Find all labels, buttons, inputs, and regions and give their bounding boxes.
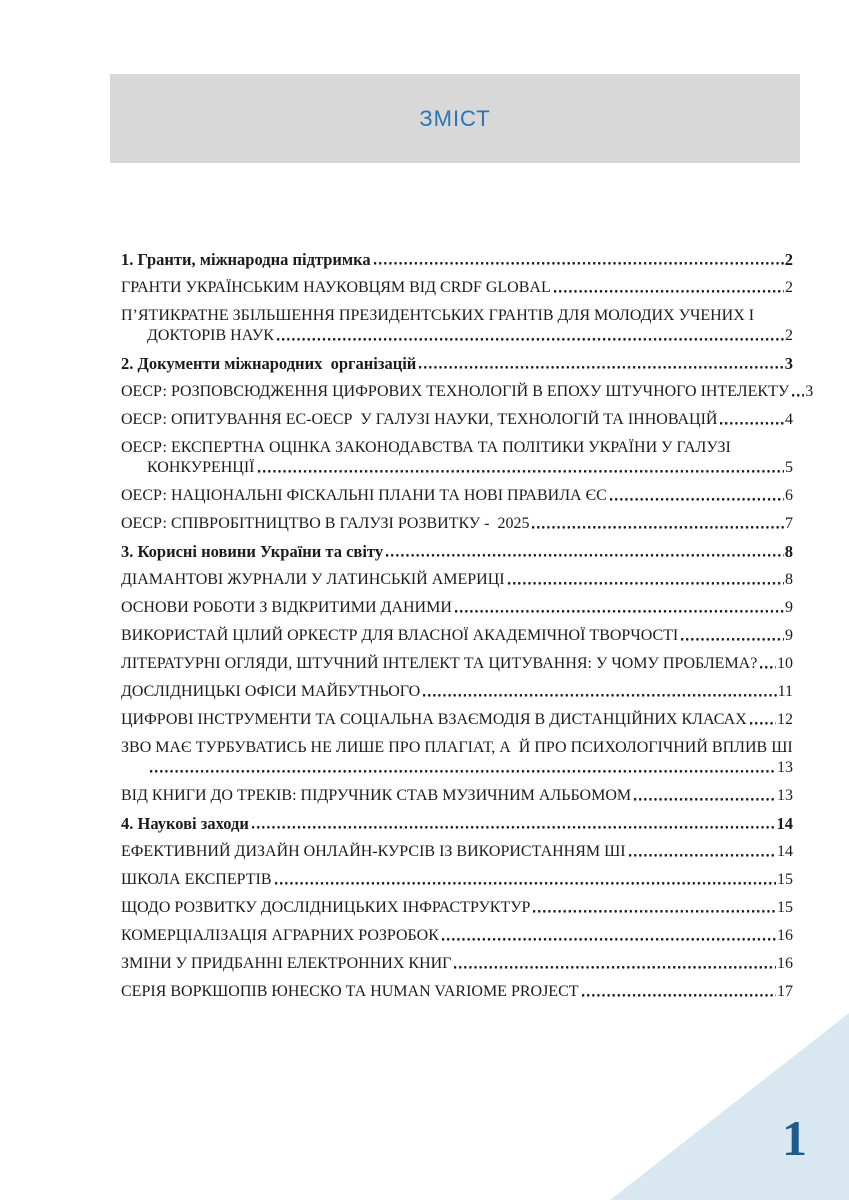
toc-entry-title: П’ЯТИКРАТНЕ ЗБІЛЬШЕННЯ ПРЕЗИДЕНТСЬКИХ ГРАНТІВ ДЛЯ МОЛОДИХ УЧЕНИХ І [121, 307, 755, 324]
toc-page-ref: 12 [777, 711, 793, 728]
contents-title: ЗМІСТ [419, 105, 491, 131]
toc-page-ref: 9 [785, 599, 793, 616]
toc-entry-title: 1. Гранти, міжнародна підтримка [121, 250, 371, 269]
toc-entry-title: ДОСЛІДНИЦЬКІ ОФІСИ МАЙБУТНЬОГО [121, 683, 421, 700]
dotted-leader [634, 786, 776, 806]
toc-page-ref: 3 [805, 383, 814, 400]
toc-entry-title: ОЕСР: РОЗПОВСЮДЖЕННЯ ЦИФРОВИХ ТЕХНОЛОГІЙ В ЕПОХУ ШТУЧНОГО ІНТЕЛЕКТУ [121, 383, 790, 400]
toc-entry-title: ГРАНТИ УКРАЇНСЬКИМ НАУКОВЦЯМ ВІД CRDF GLOBAL [121, 279, 551, 296]
toc-page-ref: 2 [784, 250, 793, 269]
dotted-leader [258, 458, 785, 478]
toc-entry[interactable] [121, 898, 793, 918]
dotted-leader [374, 250, 784, 270]
dotted-leader [150, 758, 776, 778]
toc-entry[interactable] [121, 786, 793, 806]
toc-entry[interactable] [121, 486, 793, 506]
dotted-leader [533, 898, 776, 918]
toc-entry[interactable] [121, 354, 793, 374]
toc-entry[interactable] [121, 738, 793, 778]
toc-entry-title: ЩОДО РОЗВИТКУ ДОСЛІДНИЦЬКИХ ІНФРАСТРУКТУР [121, 899, 531, 916]
dotted-leader [760, 654, 776, 674]
dotted-leader [610, 486, 784, 506]
toc-entry[interactable] [121, 438, 793, 478]
toc-entry-title: ОЕСР: НАЦІОНАЛЬНІ ФІСКАЛЬНІ ПЛАНИ ТА НОВІ ПРАВИЛА ЄС [121, 487, 607, 504]
toc-page-ref: 14 [777, 843, 793, 860]
toc-page-ref: 4 [785, 411, 793, 428]
toc-entry[interactable] [121, 926, 793, 946]
dotted-leader [532, 514, 784, 534]
toc-entry[interactable] [121, 570, 793, 590]
dotted-leader [508, 570, 784, 590]
table-of-contents [121, 250, 814, 1010]
toc-page-ref: 3 [784, 354, 793, 373]
toc-page-ref: 8 [784, 542, 793, 561]
toc-entry-title: ЛІТЕРАТУРНІ ОГЛЯДИ, ШТУЧНИЙ ІНТЕЛЕКТ ТА ЦИТУВАННЯ: У ЧОМУ ПРОБЛЕМА? [121, 655, 758, 672]
toc-entry[interactable] [121, 654, 793, 674]
contents-header [110, 74, 800, 163]
toc-page-ref: 2 [785, 279, 793, 296]
toc-entry-title: КОМЕРЦІАЛІЗАЦІЯ АГРАРНИХ РОЗРОБОК [121, 927, 439, 944]
dotted-leader [419, 354, 783, 374]
toc-page-ref: 15 [777, 899, 793, 916]
dotted-leader [720, 410, 784, 430]
dotted-leader [750, 710, 776, 730]
toc-page-ref: 2 [785, 327, 793, 344]
toc-entry-title: ЗМІНИ У ПРИДБАННІ ЕЛЕКТРОННИХ КНИГ [121, 955, 452, 972]
toc-entry[interactable] [121, 982, 793, 1002]
toc-entry[interactable] [121, 250, 793, 270]
toc-page-ref: 15 [777, 871, 793, 888]
toc-entry-title: ЗВО МАЄ ТУРБУВАТИСЬ НЕ ЛИШЕ ПРО ПЛАГІАТ, А Й ПРО ПСИХОЛОГІЧНИЙ ВПЛИВ ШІ [121, 739, 793, 756]
dotted-leader [681, 626, 784, 646]
toc-entry[interactable] [121, 954, 793, 974]
toc-entry-title: ОЕСР: ЕКСПЕРТНА ОЦІНКА ЗАКОНОДАВСТВА ТА ПОЛІТИКИ УКРАЇНИ У ГАЛУЗІ [121, 439, 731, 456]
toc-entry-title: 4. Наукові заходи [121, 814, 249, 833]
toc-entry[interactable] [121, 626, 793, 646]
dotted-leader [554, 278, 784, 298]
toc-entry-title: 2. Документи міжнародних організацій [121, 354, 417, 373]
dotted-leader [455, 598, 784, 618]
toc-entry-title: 3. Корисні новини України та світу [121, 542, 384, 561]
dotted-leader [423, 682, 776, 702]
toc-entry-title: ЕФЕКТИВНИЙ ДИЗАЙН ОНЛАЙН-КУРСІВ ІЗ ВИКОРИСТАННЯМ ШІ [121, 843, 626, 860]
toc-entry[interactable] [121, 814, 793, 834]
toc-entry[interactable] [121, 842, 793, 862]
toc-page-ref: 17 [777, 983, 793, 1000]
toc-entry[interactable] [121, 598, 793, 618]
toc-entry[interactable] [121, 542, 793, 562]
toc-entry[interactable] [121, 410, 793, 430]
toc-entry-title: ОЕСР: ОПИТУВАННЯ ЕС-ОЕСР У ГАЛУЗІ НАУКИ, ТЕХНОЛОГІЙ ТА ІННОВАЦІЙ [121, 411, 718, 428]
toc-entry-title: ВІД КНИГИ ДО ТРЕКІВ: ПІДРУЧНИК СТАВ МУЗИЧНИМ АЛЬБОМОМ [121, 787, 632, 804]
toc-entry-title-continued: ДОКТОРІВ НАУК [147, 327, 274, 344]
toc-page-ref: 9 [785, 627, 793, 644]
toc-entry[interactable] [121, 870, 793, 890]
toc-page-ref: 16 [777, 955, 793, 972]
toc-entry-title: ШКОЛА ЕКСПЕРТІВ [121, 871, 272, 888]
toc-page-ref: 11 [777, 683, 793, 700]
toc-entry[interactable] [121, 710, 793, 730]
toc-page-ref: 16 [777, 927, 793, 944]
toc-page-ref: 6 [785, 487, 793, 504]
toc-entry-title: ЦИФРОВІ ІНСТРУМЕНТИ ТА СОЦІАЛЬНА ВЗАЄМОДІЯ В ДИСТАНЦІЙНИХ КЛАСАХ [121, 711, 747, 728]
dotted-leader [442, 926, 776, 946]
dotted-leader [454, 954, 776, 974]
toc-page-ref: 7 [785, 515, 793, 532]
dotted-leader [252, 814, 776, 834]
toc-page-ref: 13 [777, 759, 793, 776]
dotted-leader [582, 982, 776, 1002]
dotted-leader [792, 382, 804, 402]
toc-page-ref: 5 [785, 459, 793, 476]
page-number: 1 [782, 1110, 807, 1166]
corner-triangle-decoration [610, 1013, 849, 1200]
toc-page-ref: 14 [776, 814, 793, 833]
dotted-leader [629, 842, 776, 862]
dotted-leader [277, 326, 784, 346]
toc-page-ref: 8 [785, 571, 793, 588]
dotted-leader [275, 870, 777, 890]
toc-entry-title: ОСНОВИ РОБОТИ З ВІДКРИТИМИ ДАНИМИ [121, 599, 452, 616]
toc-entry[interactable] [121, 306, 793, 346]
dotted-leader [386, 542, 784, 562]
toc-entry-title: СЕРІЯ ВОРКШОПІВ ЮНЕСКО ТА HUMAN VARIOME PROJECT [121, 983, 579, 1000]
toc-entry[interactable] [121, 514, 793, 534]
toc-entry[interactable] [121, 382, 814, 402]
toc-page-ref: 10 [777, 655, 793, 672]
toc-page-ref: 13 [777, 787, 793, 804]
toc-entry-title: ОЕСР: СПІВРОБІТНИЦТВО В ГАЛУЗІ РОЗВИТКУ - 2025 [121, 515, 530, 532]
toc-entry-title: ДІАМАНТОВІ ЖУРНАЛИ У ЛАТИНСЬКІЙ АМЕРИЦІ [121, 571, 505, 588]
toc-entry[interactable] [121, 278, 793, 298]
toc-entry[interactable] [121, 682, 793, 702]
toc-entry-title-continued: КОНКУРЕНЦІЇ [147, 459, 255, 476]
toc-entry-title: ВИКОРИСТАЙ ЦІЛИЙ ОРКЕСТР ДЛЯ ВЛАСНОЇ АКАДЕМІЧНОЇ ТВОРЧОСТІ [121, 627, 679, 644]
